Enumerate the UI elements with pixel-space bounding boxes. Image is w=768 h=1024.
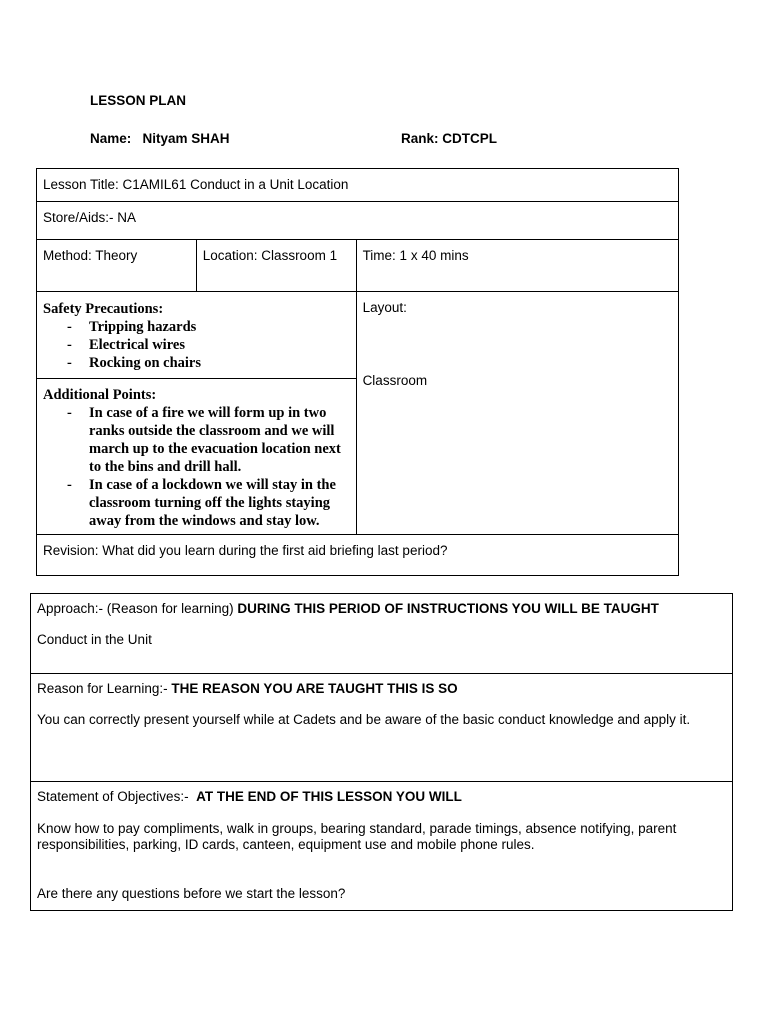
safety-item: - Electrical wires	[89, 336, 356, 354]
layout-value: Classroom	[362, 373, 428, 388]
objectives-cell	[31, 782, 733, 911]
approach-heading: DURING THIS PERIOD OF INSTRUCTIONS YOU WILL BE TAUGHT	[237, 601, 659, 616]
layout-label: Layout:	[362, 300, 407, 315]
safety-item: - Tripping hazards	[89, 318, 356, 336]
additional-item: - In case of a lockdown we will stay in the classroom turning off the lights staying away from the windows and stay low.	[89, 476, 352, 530]
safety-item: - Rocking on chairs	[89, 354, 356, 372]
name-value: Nityam SHAH	[142, 131, 230, 146]
safety-cell	[37, 292, 357, 379]
objectives-text: Know how to pay compliments, walk in groups, bearing standard, parade timings, absence notifying, parent responsibilities, parking, ID cards, canteen, equipment use and mobile phone rules.	[37, 821, 677, 852]
additional-list	[37, 404, 356, 530]
location-cell	[196, 240, 356, 292]
rank-value: CDTCPL	[442, 131, 498, 146]
store-aids-cell	[37, 202, 679, 240]
additional-item: - In case of a fire we will form up in two ranks outside the classroom and we will march up to the evacuation location next to the bins and drill hall.	[89, 404, 352, 476]
reason-line	[31, 674, 732, 704]
location: Location: Classroom 1	[202, 248, 338, 263]
reason-label: Reason for Learning:-	[37, 681, 168, 696]
reason-heading: THE REASON YOU ARE TAUGHT THIS IS SO	[171, 681, 458, 696]
lesson-plan-table	[36, 168, 679, 576]
objectives-label: Statement of Objectives:-	[37, 789, 189, 804]
questions-text: Are there any questions before we start the lesson?	[37, 886, 346, 901]
objectives-heading: AT THE END OF THIS LESSON YOU WILL	[196, 789, 462, 804]
reason-text: You can correctly present yourself while at Cadets and be aware of the basic conduct knowledge and apply it.	[37, 712, 691, 727]
lesson-intro-table	[30, 593, 733, 911]
rank-line	[401, 131, 497, 146]
store-aids: Store/Aids:- NA	[43, 210, 137, 225]
document-title: LESSON PLAN	[90, 93, 187, 108]
approach-text: Conduct in the Unit	[37, 632, 152, 647]
approach-label: Approach:- (Reason for learning)	[37, 601, 234, 616]
safety-heading: Safety Precautions:	[43, 301, 164, 317]
additional-points-cell	[37, 379, 357, 535]
reason-cell	[31, 674, 733, 782]
method: Method: Theory	[43, 248, 138, 263]
method-cell	[37, 240, 197, 292]
lesson-title: Lesson Title: C1AMIL61 Conduct in a Unit Location	[43, 177, 349, 192]
time: Time: 1 x 40 mins	[362, 248, 469, 263]
approach-line	[31, 594, 732, 624]
objectives-line	[31, 782, 732, 812]
additional-heading: Additional Points:	[43, 387, 157, 403]
revision-cell	[37, 535, 679, 576]
rank-label: Rank:	[401, 131, 439, 146]
time-cell	[356, 240, 678, 292]
safety-list	[37, 318, 356, 372]
name-line	[90, 131, 230, 146]
lesson-title-cell	[37, 169, 679, 202]
revision: Revision: What did you learn during the first aid briefing last period?	[43, 543, 448, 558]
name-label: Name:	[90, 131, 132, 146]
approach-cell	[31, 594, 733, 674]
layout-cell	[356, 292, 678, 535]
